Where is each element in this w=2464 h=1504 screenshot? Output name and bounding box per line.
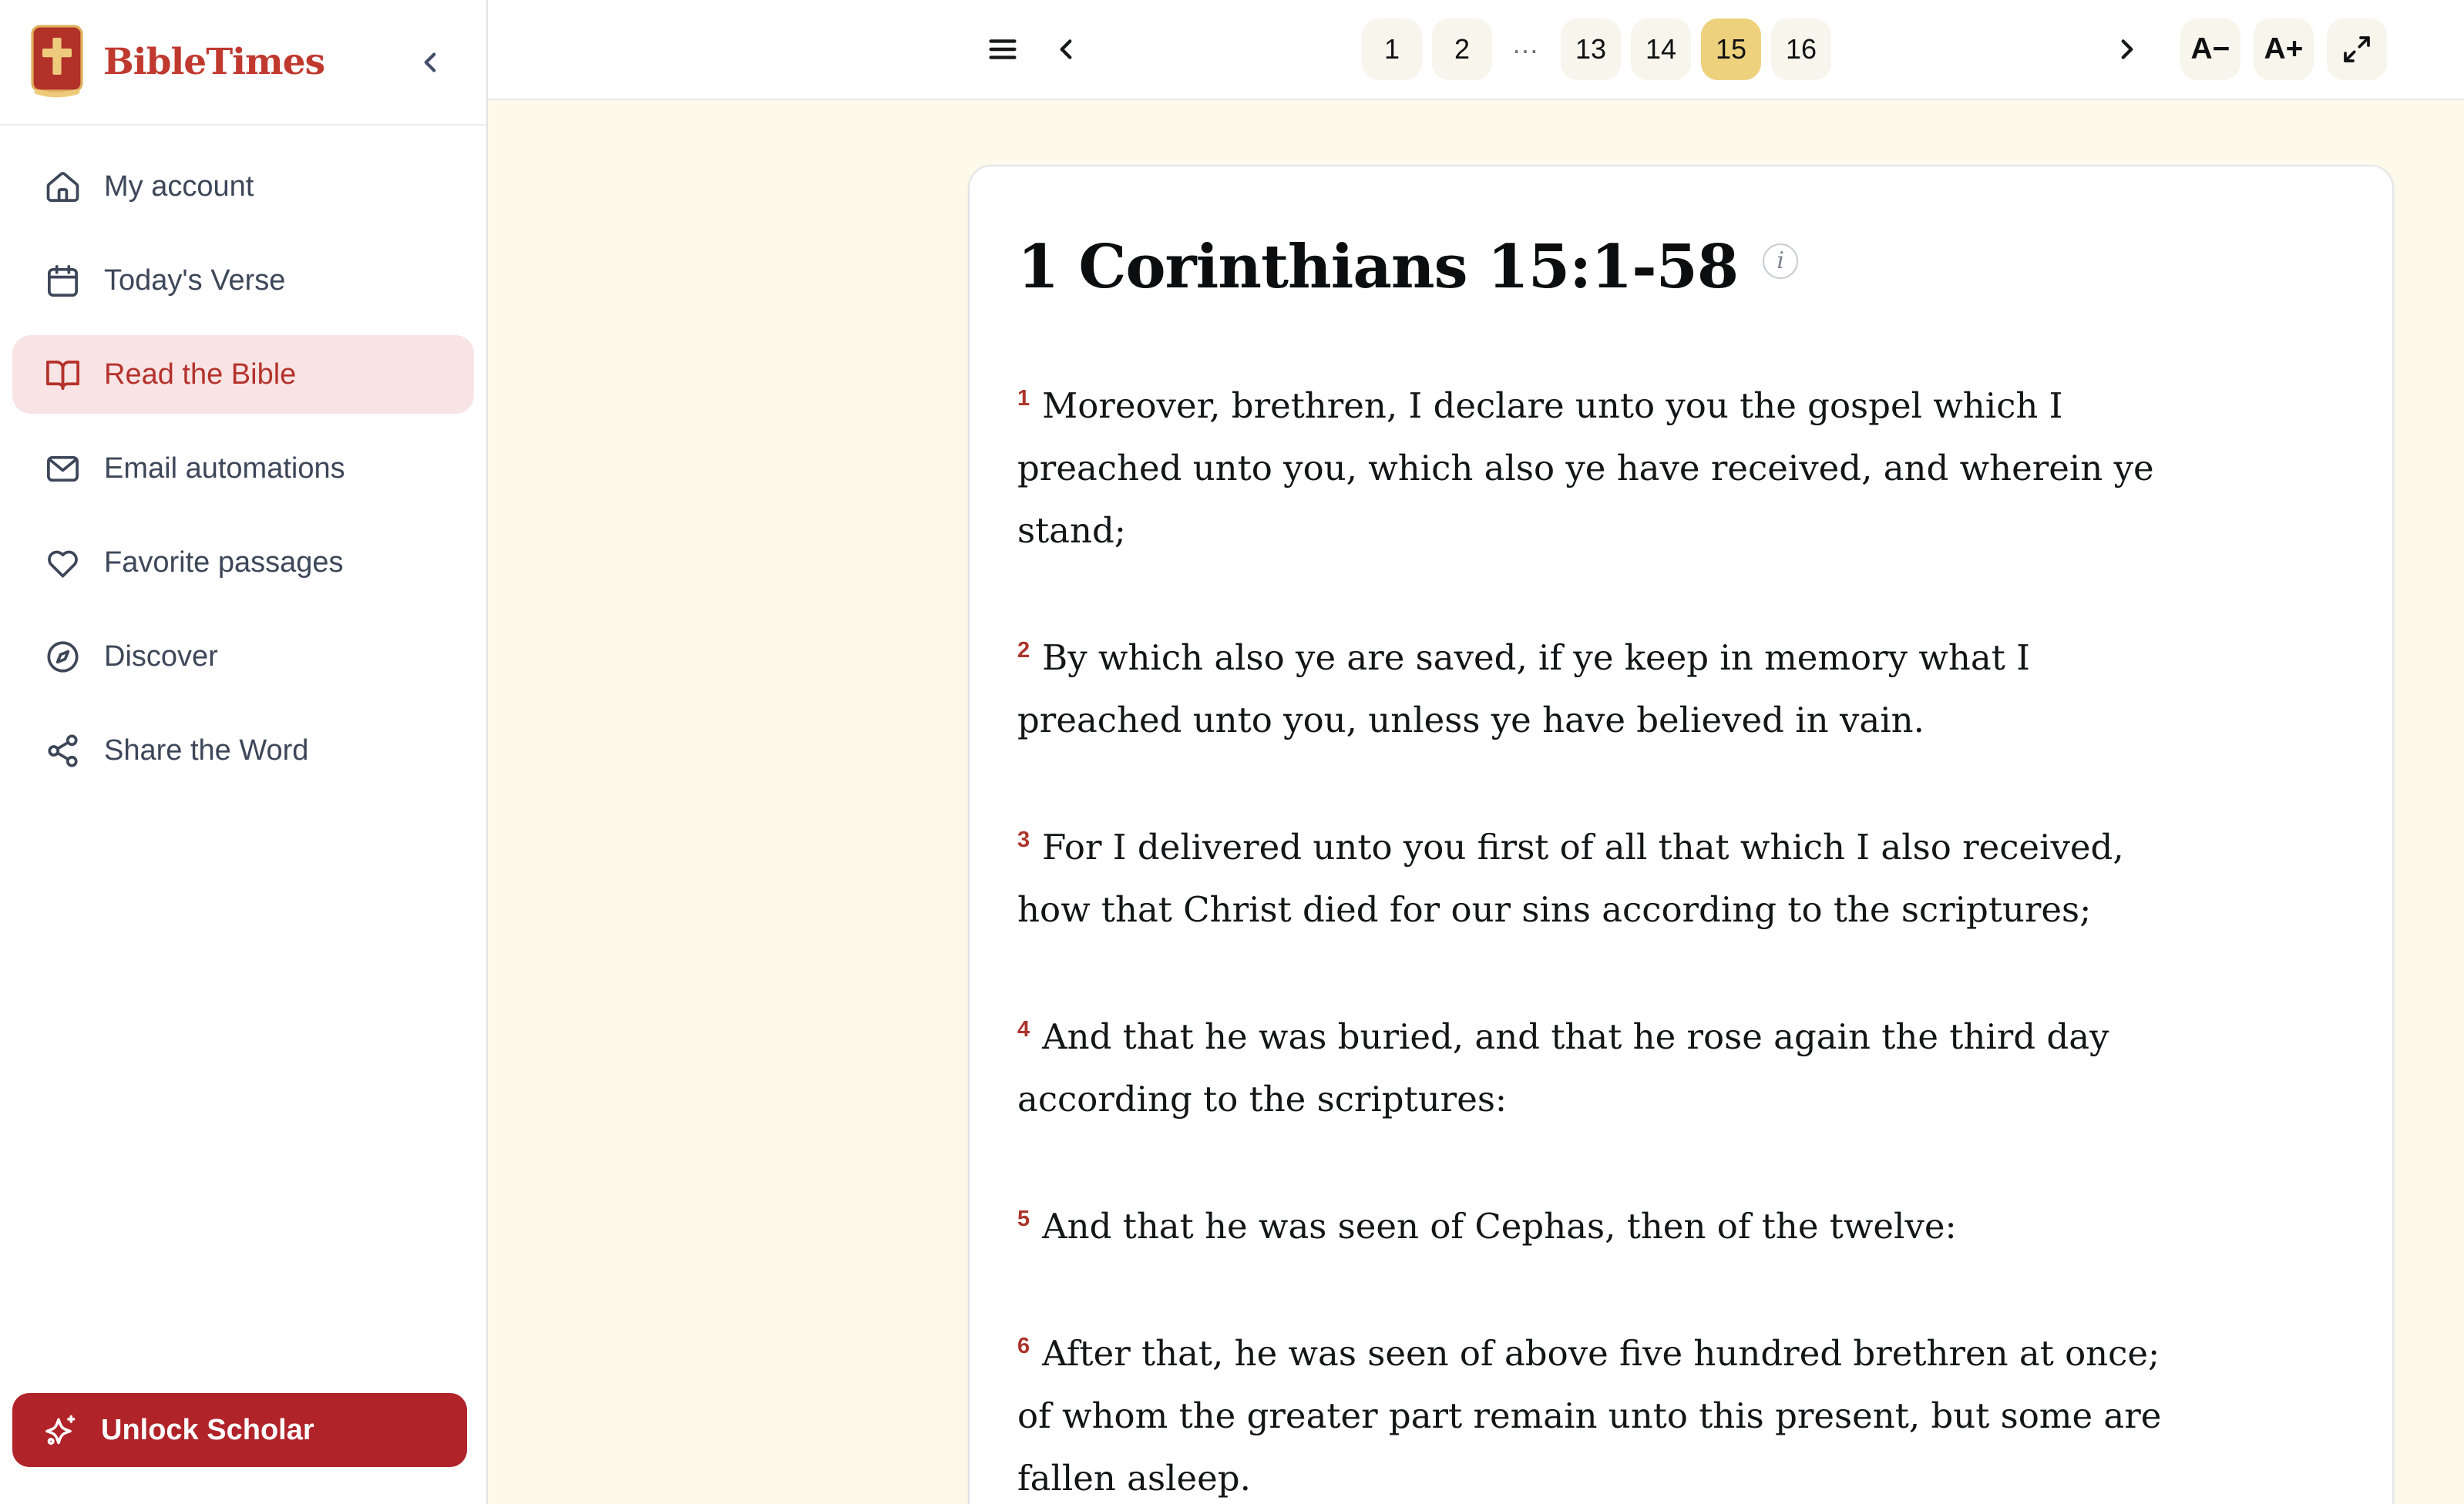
sidebar-item-read-the-bible[interactable] <box>12 335 474 414</box>
sidebar-item-todays-verse[interactable] <box>12 241 474 320</box>
verse-5 <box>1017 1195 2173 1257</box>
passage-title-row <box>1017 234 2300 300</box>
unlock-scholar-button[interactable] <box>12 1393 467 1467</box>
passage-card <box>968 165 2394 1504</box>
book-open-icon <box>45 357 81 393</box>
verse-number: 5 <box>1017 1206 1030 1231</box>
unlock-scholar-label: Unlock Scholar <box>101 1413 314 1446</box>
info-icon[interactable]: i <box>1763 243 1798 279</box>
verse-number: 3 <box>1017 827 1030 852</box>
sidebar-item-discover[interactable] <box>12 617 474 696</box>
page-button-1[interactable]: 1 <box>1362 18 1422 80</box>
verse-text: Moreover, brethren, I declare unto you the gospel which I preached unto you, which also ye have received, and wherein ye stand; <box>1017 384 2154 551</box>
heart-icon <box>45 545 81 581</box>
reader-scroll-area[interactable] <box>488 100 2464 1504</box>
verse-text: And that he was seen of Cephas, then of the twelve: <box>1042 1205 1957 1247</box>
verse-number: 2 <box>1017 637 1030 663</box>
menu-button[interactable] <box>985 32 1020 67</box>
home-icon <box>45 169 81 205</box>
reader-controls <box>2180 18 2387 80</box>
page-button-13[interactable]: 13 <box>1561 18 1621 80</box>
verse-text: By which also ye are saved, if ye keep in memory what I preached unto you, unless ye have believed in vain. <box>1017 636 2030 740</box>
pagination <box>1111 18 2082 80</box>
verse-1 <box>1017 374 2173 562</box>
calendar-icon <box>45 263 81 299</box>
sidebar-item-my-account[interactable] <box>12 147 474 226</box>
verse-text: After that, he was seen of above five hundred brethren at once; of whom the greater part remain unto this present, but some are fallen asleep. <box>1017 1332 2162 1499</box>
expand-icon <box>2341 34 2372 65</box>
page-button-14[interactable]: 14 <box>1631 18 1691 80</box>
font-increase-button[interactable]: A+ <box>2254 18 2314 80</box>
chevron-right-icon <box>2111 33 2143 65</box>
verse-text: And that he was buried, and that he rose again the third day according to the scriptures: <box>1017 1016 2109 1120</box>
sparkles-icon <box>43 1412 79 1449</box>
font-decrease-button[interactable]: A− <box>2180 18 2240 80</box>
chevron-left-icon <box>1050 33 1082 65</box>
hamburger-menu-icon <box>985 32 1020 67</box>
main-column <box>488 0 2464 1504</box>
page-button-15-active[interactable]: 15 <box>1701 18 1761 80</box>
sidebar-item-label: My account <box>104 170 254 203</box>
verse-number: 4 <box>1017 1016 1030 1042</box>
page-button-2[interactable]: 2 <box>1432 18 1492 80</box>
mail-icon <box>45 451 81 487</box>
sidebar-collapse-button[interactable] <box>414 46 446 79</box>
sidebar-item-label: Favorite passages <box>104 546 344 579</box>
previous-page-button[interactable] <box>1050 33 1082 65</box>
share-icon <box>45 733 81 769</box>
reader-toolbar <box>488 0 2464 100</box>
passage-title: 1 Corinthians 15:1-58 <box>1017 232 1739 302</box>
verse-3 <box>1017 816 2173 941</box>
bibletimes-logo-icon <box>28 24 86 101</box>
next-page-button[interactable] <box>2111 33 2143 65</box>
sidebar <box>0 0 488 1504</box>
verse-number: 6 <box>1017 1333 1030 1358</box>
sidebar-item-label: Discover <box>104 640 218 673</box>
verse-text: For I delivered unto you first of all that which I also received, how that Christ died for our sins according to the scriptures; <box>1017 826 2124 930</box>
verse-2 <box>1017 626 2173 751</box>
chevron-left-icon <box>414 46 446 79</box>
compass-icon <box>45 639 81 675</box>
sidebar-item-share-the-word[interactable] <box>12 711 474 790</box>
pagination-ellipsis: … <box>1511 28 1541 59</box>
sidebar-item-label: Today's Verse <box>104 264 286 297</box>
verse-4 <box>1017 1005 2173 1130</box>
sidebar-item-label: Email automations <box>104 452 345 485</box>
sidebar-item-label: Read the Bible <box>104 358 297 391</box>
brand-row <box>0 0 486 126</box>
brand-name: BibleTimes <box>103 41 325 83</box>
sidebar-item-label: Share the Word <box>104 734 309 767</box>
sidebar-nav <box>0 126 486 1393</box>
sidebar-item-email-automations[interactable] <box>12 429 474 508</box>
verse-number: 1 <box>1017 385 1030 411</box>
fullscreen-button[interactable] <box>2327 18 2387 80</box>
page-button-16[interactable]: 16 <box>1771 18 1831 80</box>
sidebar-item-favorite-passages[interactable] <box>12 523 474 602</box>
verse-6 <box>1017 1322 2173 1504</box>
